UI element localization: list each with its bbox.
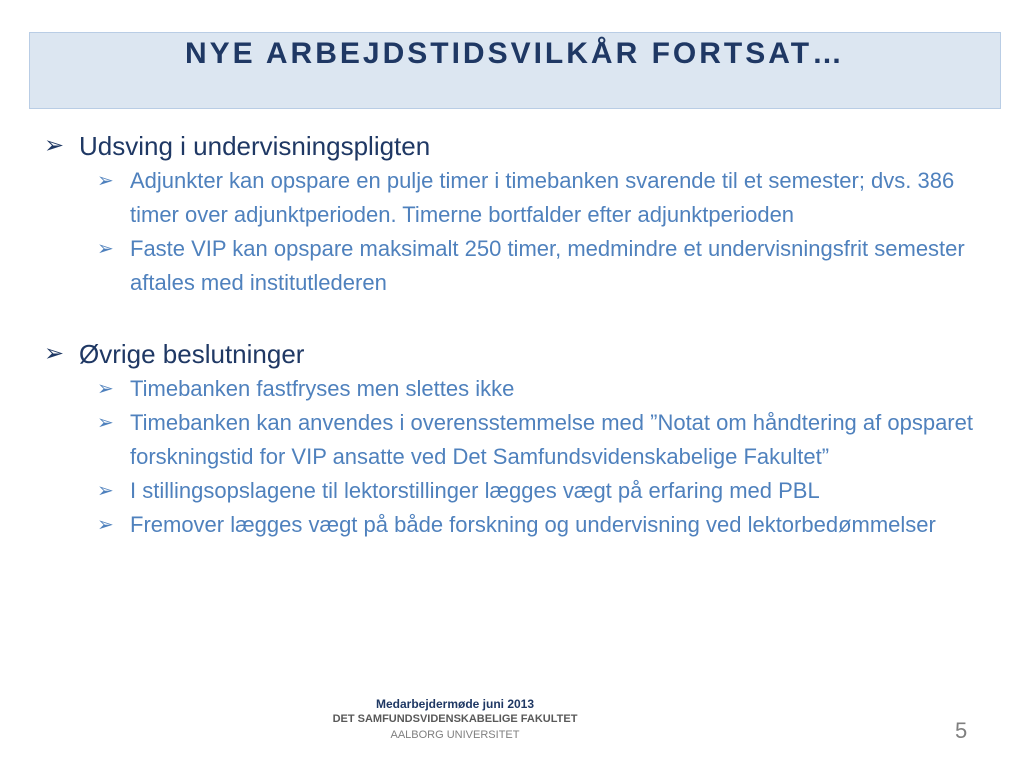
title-banner <box>29 32 1001 109</box>
bullet-level2 <box>42 372 992 406</box>
arrow-bullet-icon: ➢ <box>97 170 114 192</box>
bullet-level2 <box>42 474 992 508</box>
page-number: 5 <box>955 718 968 743</box>
arrow-bullet-icon: ➢ <box>97 514 114 536</box>
bullet-level2 <box>42 164 992 232</box>
bullet-text: Faste VIP kan opspare maksimalt 250 timer, medmindre et undervisningsfrit semester aftales med institutlederen <box>130 236 965 295</box>
bullet-level1 <box>42 128 992 164</box>
bullet-text: Timebanken fastfryses men slettes ikke <box>130 376 515 401</box>
arrow-bullet-icon: ➢ <box>44 132 65 159</box>
bullet-level1 <box>42 336 992 372</box>
bullet-level2 <box>42 508 992 542</box>
bullet-text: Fremover lægges vægt på både forskning og undervisning ved lektorbedømmelser <box>130 512 936 537</box>
spacer <box>42 300 992 336</box>
arrow-bullet-icon: ➢ <box>97 412 114 434</box>
slide-title: NYE ARBEJDSTIDSVILKÅR FORTSAT… <box>184 37 846 70</box>
bullet-level2 <box>42 232 992 300</box>
bullet-text: Adjunkter kan opspare en pulje timer i timebanken svarende til et semester; dvs. 386 timer over adjunktperioden. Timerne bortfalder efter adjunktperioden <box>130 168 955 227</box>
arrow-bullet-icon: ➢ <box>97 378 114 400</box>
slide-content <box>42 128 992 542</box>
footer-event: Medarbejdermøde juni 2013 <box>375 697 535 711</box>
bullet-text: I stillingsopslagene til lektorstillinger lægges vægt på erfaring med PBL <box>130 478 820 503</box>
arrow-bullet-icon: ➢ <box>97 238 114 260</box>
section-heading: Udsving i undervisningspligten <box>79 131 431 161</box>
bullet-text: Timebanken kan anvendes i overensstemmelse med ”Notat om håndtering af opsparet forskningstid for VIP ansatte ved Det Samfundsvidenskabelige Fakultet” <box>130 410 973 469</box>
footer-university: AALBORG UNIVERSITET <box>390 729 520 741</box>
section-heading: Øvrige beslutninger <box>79 339 305 369</box>
footer-faculty: DET SAMFUNDSVIDENSKABELIGE FAKULTET <box>332 713 578 725</box>
arrow-bullet-icon: ➢ <box>97 480 114 502</box>
arrow-bullet-icon: ➢ <box>44 340 65 367</box>
bullet-level2 <box>42 406 992 474</box>
